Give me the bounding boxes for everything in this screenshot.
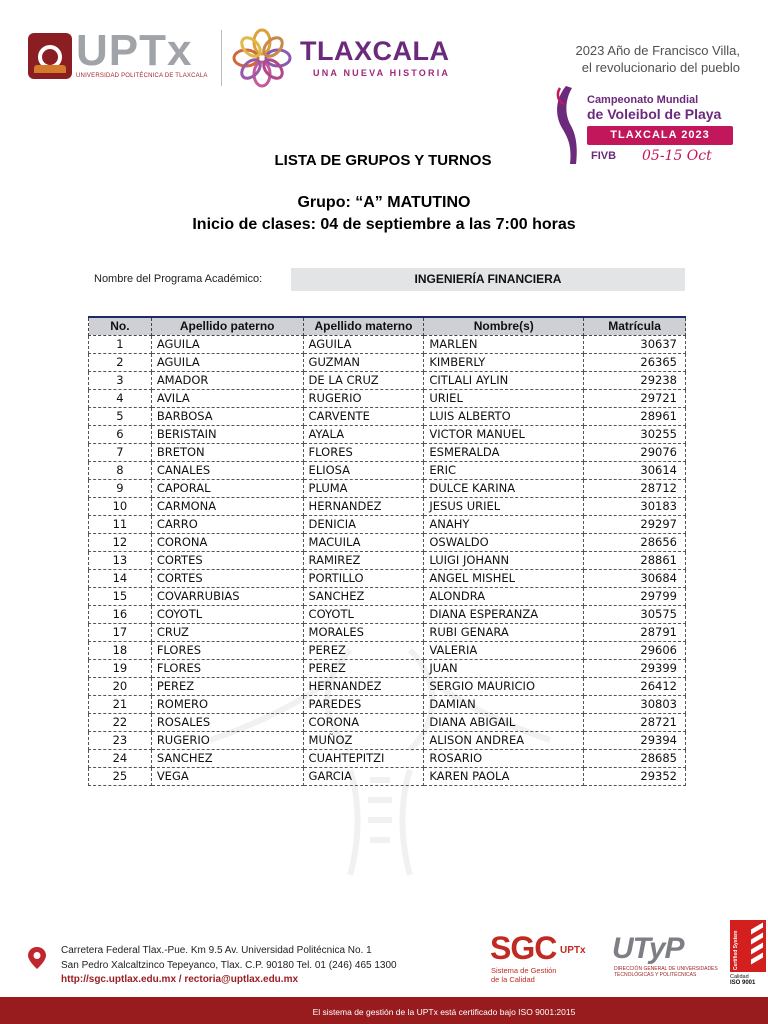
cell-apellido-materno: MORALES: [303, 623, 424, 641]
cell-matricula: 28656: [584, 533, 686, 551]
cell-apellido-paterno: CANALES: [151, 461, 303, 479]
cell-nombres: KAREN PAOLA: [424, 767, 584, 785]
cell-no: 14: [89, 569, 152, 587]
cell-no: 18: [89, 641, 152, 659]
cell-apellido-materno: SANCHEZ: [303, 587, 424, 605]
table-header-row: [89, 317, 686, 335]
footer-bar-text: El sistema de gestión de la UPTx está certificado bajo ISO 9001:2015: [312, 1007, 576, 1017]
iso-vertical-label: Certified System: [733, 930, 739, 970]
cell-nombres: ANGEL MISHEL: [424, 569, 584, 587]
table-row: [89, 353, 686, 371]
event-badge: TLAXCALA 2023: [587, 126, 733, 145]
cell-nombres: MARLEN: [424, 335, 584, 353]
cell-matricula: 29606: [584, 641, 686, 659]
uptx-wordmark: UPTx: [76, 26, 193, 75]
cell-matricula: 28712: [584, 479, 686, 497]
cell-no: 24: [89, 749, 152, 767]
cell-apellido-paterno: COYOTL: [151, 605, 303, 623]
tlaxcala-flower-icon: [232, 28, 292, 88]
cell-matricula: 28961: [584, 407, 686, 425]
cell-apellido-paterno: AVILA: [151, 389, 303, 407]
cell-apellido-paterno: CORTES: [151, 569, 303, 587]
table-row: [89, 407, 686, 425]
cell-nombres: KIMBERLY: [424, 353, 584, 371]
year-note: [500, 42, 740, 76]
cell-nombres: URIEL: [424, 389, 584, 407]
table-row: [89, 767, 686, 785]
sgc-wordmark: SGC: [490, 930, 557, 966]
cell-matricula: 28861: [584, 551, 686, 569]
tlaxcala-slogan: UNA NUEVA HISTORIA: [313, 68, 451, 78]
cell-nombres: LUIS ALBERTO: [424, 407, 584, 425]
cell-matricula: 29394: [584, 731, 686, 749]
cell-apellido-paterno: CORONA: [151, 533, 303, 551]
cell-matricula: 28685: [584, 749, 686, 767]
cell-matricula: 30803: [584, 695, 686, 713]
cell-no: 21: [89, 695, 152, 713]
cell-nombres: DAMIAN: [424, 695, 584, 713]
cell-matricula: 29076: [584, 443, 686, 461]
uptx-logo: [28, 26, 208, 85]
cell-apellido-paterno: PEREZ: [151, 677, 303, 695]
cell-nombres: SERGIO MAURICIO: [424, 677, 584, 695]
cell-apellido-paterno: CAPORAL: [151, 479, 303, 497]
cell-matricula: 29352: [584, 767, 686, 785]
cell-apellido-materno: FLORES: [303, 443, 424, 461]
cell-apellido-paterno: SANCHEZ: [151, 749, 303, 767]
cell-no: 12: [89, 533, 152, 551]
cell-apellido-materno: MACUILA: [303, 533, 424, 551]
cell-apellido-paterno: CORTES: [151, 551, 303, 569]
cell-apellido-materno: PEREZ: [303, 641, 424, 659]
utyp-logo: [612, 932, 718, 984]
cell-apellido-paterno: AGUILA: [151, 335, 303, 353]
table-row: [89, 443, 686, 461]
address-line2: San Pedro Xalcaltzinco Tepeyanco, Tlax. C.P. 90180 Tel. 01 (246) 465 1300: [61, 959, 397, 971]
cell-nombres: ROSARIO: [424, 749, 584, 767]
header-divider: [221, 30, 222, 86]
cell-apellido-paterno: FLORES: [151, 659, 303, 677]
cell-nombres: ERIC: [424, 461, 584, 479]
column-header-apellido-materno: Apellido materno: [303, 317, 424, 335]
table-row: [89, 533, 686, 551]
table-row: [89, 389, 686, 407]
year-note-line1: 2023 Año de Francisco Villa,: [575, 43, 740, 58]
cell-apellido-paterno: CARRO: [151, 515, 303, 533]
cell-apellido-paterno: ROSALES: [151, 713, 303, 731]
cell-matricula: 30614: [584, 461, 686, 479]
cell-nombres: ESMERALDA: [424, 443, 584, 461]
iso-label-line2: ISO 9001: [730, 980, 756, 986]
cell-no: 9: [89, 479, 152, 497]
table-row: [89, 569, 686, 587]
table-row: [89, 587, 686, 605]
event-title-line2: de Voleibol de Playa: [587, 106, 722, 122]
cell-no: 17: [89, 623, 152, 641]
cell-apellido-materno: GUZMAN: [303, 353, 424, 371]
page-header: [0, 0, 768, 175]
cell-no: 13: [89, 551, 152, 569]
cell-nombres: RUBI GENARA: [424, 623, 584, 641]
table-row: [89, 479, 686, 497]
cell-apellido-materno: AGUILA: [303, 335, 424, 353]
cell-apellido-materno: COYOTL: [303, 605, 424, 623]
cell-no: 23: [89, 731, 152, 749]
cell-nombres: LUIGI JOHANN: [424, 551, 584, 569]
cell-matricula: 29297: [584, 515, 686, 533]
cell-nombres: VICTOR MANUEL: [424, 425, 584, 443]
cell-no: 16: [89, 605, 152, 623]
program-value: INGENIERÍA FINANCIERA: [291, 268, 685, 291]
table-row: [89, 461, 686, 479]
cell-matricula: 30637: [584, 335, 686, 353]
cell-matricula: 29799: [584, 587, 686, 605]
column-header-nombres: Nombre(s): [424, 317, 584, 335]
footer-links[interactable]: http://sgc.uptlax.edu.mx / rectoria@uptlax.edu.mx: [61, 974, 299, 985]
iso-label-line1: Calidad: [730, 974, 749, 980]
cell-apellido-materno: RAMIREZ: [303, 551, 424, 569]
cell-apellido-materno: PEREZ: [303, 659, 424, 677]
document-title: LISTA DE GRUPOS Y TURNOS: [274, 152, 492, 169]
address-line1: Carretera Federal Tlax.-Pue. Km 9.5 Av. Universidad Politécnica No. 1: [61, 945, 372, 956]
table-row: [89, 605, 686, 623]
cell-apellido-paterno: COVARRUBIAS: [151, 587, 303, 605]
cell-nombres: DULCE KARINA: [424, 479, 584, 497]
cell-apellido-paterno: CARMONA: [151, 497, 303, 515]
cell-apellido-paterno: RUGERIO: [151, 731, 303, 749]
start-date-heading: Inicio de clases: 04 de septiembre a las 7:00 horas: [192, 216, 576, 233]
cell-apellido-materno: CORONA: [303, 713, 424, 731]
column-header-matricula: Matrícula: [584, 317, 686, 335]
uptx-subtitle: UNIVERSIDAD POLITÉCNICA DE TLAXCALA: [76, 73, 208, 79]
table-row: [89, 425, 686, 443]
cell-nombres: ALISON ANDREA: [424, 731, 584, 749]
year-note-line2: el revolucionario del pueblo: [581, 60, 740, 75]
cell-nombres: ANAHY: [424, 515, 584, 533]
cell-apellido-materno: HERNANDEZ: [303, 677, 424, 695]
cell-apellido-materno: ELIOSA: [303, 461, 424, 479]
cell-no: 3: [89, 371, 152, 389]
cell-matricula: 28721: [584, 713, 686, 731]
cell-apellido-materno: PORTILLO: [303, 569, 424, 587]
cell-apellido-materno: DE LA CRUZ: [303, 371, 424, 389]
group-heading: Grupo: “A” MATUTINO: [297, 194, 471, 211]
cell-apellido-paterno: AGUILA: [151, 353, 303, 371]
cell-apellido-paterno: BARBOSA: [151, 407, 303, 425]
cell-no: 8: [89, 461, 152, 479]
cell-no: 5: [89, 407, 152, 425]
cell-nombres: VALERIA: [424, 641, 584, 659]
fivb-logo: FIVB: [591, 150, 617, 162]
cell-apellido-paterno: FLORES: [151, 641, 303, 659]
cell-no: 7: [89, 443, 152, 461]
sgc-uptx-mark: UPTx: [560, 945, 586, 956]
cell-no: 6: [89, 425, 152, 443]
students-table: [88, 316, 686, 786]
cell-apellido-materno: CARVENTE: [303, 407, 424, 425]
cell-apellido-materno: DENICIA: [303, 515, 424, 533]
cell-apellido-paterno: VEGA: [151, 767, 303, 785]
cell-nombres: ALONDRA: [424, 587, 584, 605]
cell-nombres: JUAN: [424, 659, 584, 677]
event-title-line1: Campeonato Mundial: [587, 94, 699, 106]
utyp-subtitle-line1: DIRECCIÓN GENERAL DE UNIVERSIDADES: [614, 966, 718, 972]
cell-no: 10: [89, 497, 152, 515]
cell-no: 4: [89, 389, 152, 407]
table-row: [89, 515, 686, 533]
cell-matricula: 26412: [584, 677, 686, 695]
table-row: [89, 749, 686, 767]
cell-no: 20: [89, 677, 152, 695]
cell-nombres: DIANA ESPERANZA: [424, 605, 584, 623]
sgc-subtitle-line1: Sistema de Gestión: [491, 966, 557, 975]
cell-apellido-materno: CUAHTEPITZI: [303, 749, 424, 767]
table-row: [89, 497, 686, 515]
cell-apellido-paterno: CRUZ: [151, 623, 303, 641]
cell-apellido-materno: GARCIA: [303, 767, 424, 785]
cell-apellido-paterno: AMADOR: [151, 371, 303, 389]
cell-apellido-materno: PLUMA: [303, 479, 424, 497]
table-row: [89, 695, 686, 713]
cell-nombres: JESUS URIEL: [424, 497, 584, 515]
cell-apellido-materno: RUGERIO: [303, 389, 424, 407]
cell-nombres: OSWALDO: [424, 533, 584, 551]
table-row: [89, 371, 686, 389]
cell-matricula: 30183: [584, 497, 686, 515]
cell-matricula: 30575: [584, 605, 686, 623]
cell-matricula: 26365: [584, 353, 686, 371]
cell-no: 22: [89, 713, 152, 731]
cell-apellido-paterno: BERISTAIN: [151, 425, 303, 443]
cell-no: 19: [89, 659, 152, 677]
cell-no: 15: [89, 587, 152, 605]
utyp-wordmark: UTyP: [612, 932, 684, 965]
iso-stripes-icon: [730, 920, 766, 972]
cell-no: 1: [89, 335, 152, 353]
cell-matricula: 30684: [584, 569, 686, 587]
cell-matricula: 29238: [584, 371, 686, 389]
cell-matricula: 29721: [584, 389, 686, 407]
table-row: [89, 677, 686, 695]
location-pin-icon: [27, 946, 47, 970]
sgc-subtitle-line2: de la Calidad: [491, 975, 535, 984]
cell-matricula: 30255: [584, 425, 686, 443]
sgc-subtitle: [491, 966, 556, 984]
iso-label: [730, 974, 766, 986]
cell-matricula: 29399: [584, 659, 686, 677]
uptx-emblem-icon: [28, 33, 72, 79]
cell-apellido-paterno: ROMERO: [151, 695, 303, 713]
program-label: Nombre del Programa Académico:: [94, 273, 263, 285]
cell-matricula: 28791: [584, 623, 686, 641]
cell-apellido-paterno: BRETON: [151, 443, 303, 461]
cell-no: 25: [89, 767, 152, 785]
cell-nombres: CITLALI AYLIN: [424, 371, 584, 389]
cell-nombres: DIANA ABIGAIL: [424, 713, 584, 731]
cell-apellido-materno: HERNANDEZ: [303, 497, 424, 515]
table-row: [89, 551, 686, 569]
table-row: [89, 731, 686, 749]
cell-no: 11: [89, 515, 152, 533]
tlaxcala-wordmark: TLAXCALA: [300, 36, 450, 66]
utyp-subtitle-line2: TECNOLÓGICAS Y POLITÉCNICAS: [614, 972, 697, 978]
table-row: [89, 659, 686, 677]
cell-no: 2: [89, 353, 152, 371]
iso-certification-badge: [730, 920, 766, 992]
column-header-no: No.: [89, 317, 152, 335]
table-row: [89, 713, 686, 731]
sgc-logo: [490, 932, 600, 986]
cell-apellido-materno: MUÑOZ: [303, 731, 424, 749]
footer-address: [61, 944, 397, 988]
cell-apellido-materno: AYALA: [303, 425, 424, 443]
table-row: [89, 335, 686, 353]
cell-apellido-materno: PAREDES: [303, 695, 424, 713]
event-dates: 05-15 Oct: [642, 148, 712, 164]
column-header-apellido-paterno: Apellido paterno: [151, 317, 303, 335]
table-row: [89, 623, 686, 641]
utyp-subtitle: [614, 966, 718, 978]
table-row: [89, 641, 686, 659]
